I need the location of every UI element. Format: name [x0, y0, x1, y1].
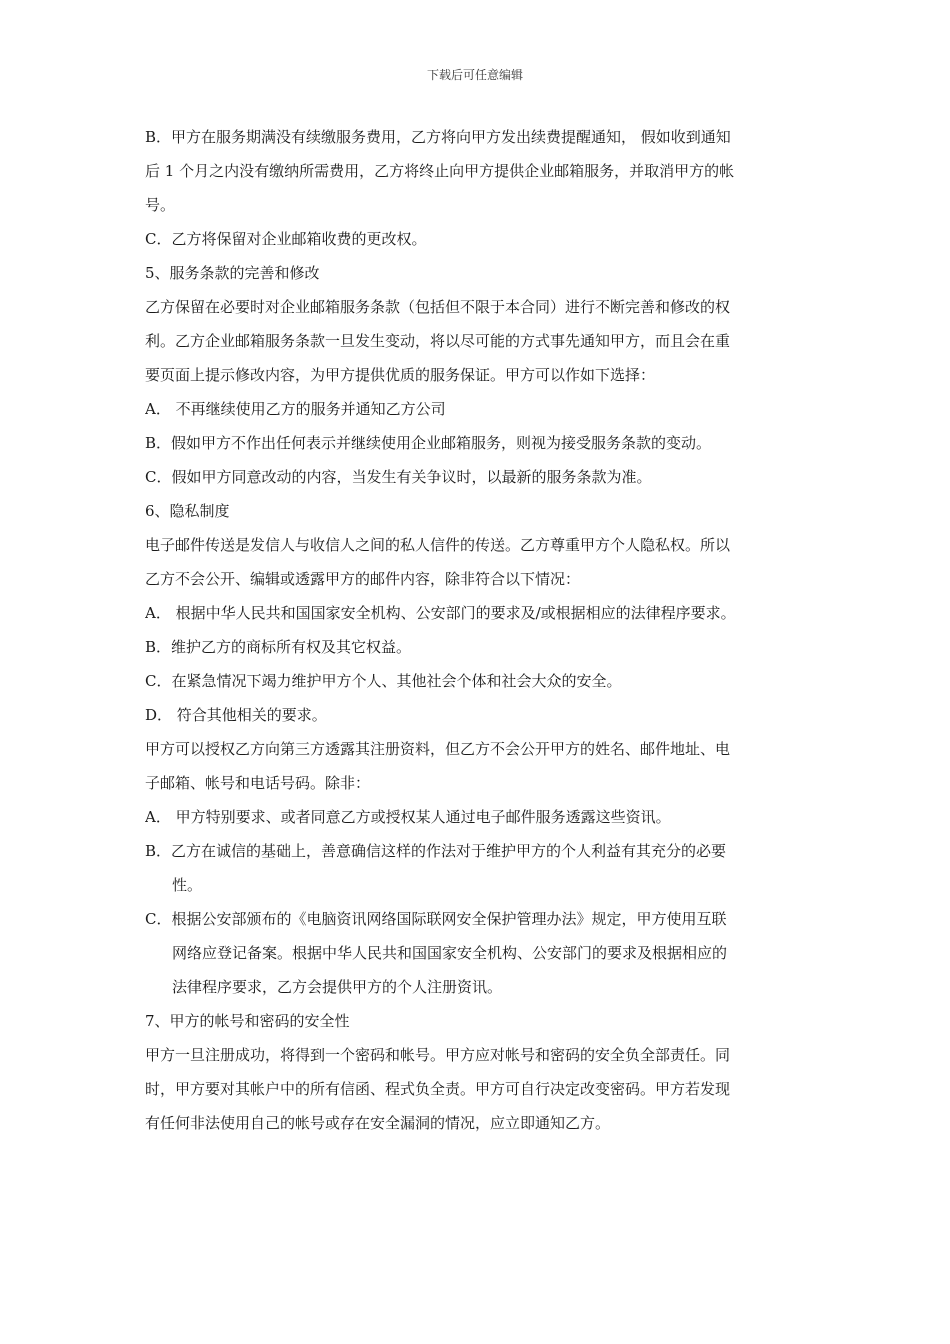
text-line: 乙方不会公开、编辑或透露甲方的邮件内容，除非符合以下情况：: [145, 570, 581, 588]
text-line: 法律程序要求，乙方会提供甲方的个人注册资讯。: [172, 978, 503, 996]
text-line: 要页面上提示修改内容，为甲方提供优质的服务保证。甲方可以作如下选择：: [145, 366, 656, 384]
text-line: 乙方保留在必要时对企业邮箱服务条款（包括但不限于本合同）进行不断完善和修改的权: [145, 298, 731, 316]
text-line: 有任何非法使用自己的帐号或存在安全漏洞的情况，应立即通知乙方。: [145, 1114, 611, 1132]
text-line: B．维护乙方的商标所有权及其它权益。: [145, 638, 412, 656]
text-line: 利。乙方企业邮箱服务条款一旦发生变动，将以尽可能的方式事先通知甲方，而且会在重: [145, 332, 731, 350]
text-line: 网络应登记备案。根据中华人民共和国国家安全机构、公安部门的要求及根据相应的: [172, 944, 728, 962]
text-line: 电子邮件传送是发信人与收信人之间的私人信件的传送。乙方尊重甲方个人隐私权。所以: [145, 536, 731, 554]
text-line: C．假如甲方同意改动的内容，当发生有关争议时，以最新的服务条款为准。: [145, 468, 652, 486]
text-line: B．乙方在诚信的基础上，善意确信这样的作法对于维护甲方的个人利益有其充分的必要: [145, 842, 727, 860]
text-line: 6、隐私制度: [145, 502, 230, 520]
text-line: 甲方可以授权乙方向第三方透露其注册资料，但乙方不会公开甲方的姓名、邮件地址、电: [145, 740, 731, 758]
text-line: 号。: [145, 196, 176, 214]
text-line: 性。: [172, 876, 203, 894]
text-line: A． 甲方特别要求、或者同意乙方或授权某人通过电子邮件服务透露这些资讯。: [145, 808, 671, 826]
text-line: A． 不再继续使用乙方的服务并通知乙方公司: [145, 400, 446, 418]
text-line: 时，甲方要对其帐户中的所有信函、程式负全责。甲方可自行决定改变密码。甲方若发现: [145, 1080, 731, 1098]
text-line: D． 符合其他相关的要求。: [145, 706, 327, 724]
text-line: C．在紧急情况下竭力维护甲方个人、其他社会个体和社会大众的安全。: [145, 672, 622, 690]
text-line: B．甲方在服务期满没有续缴服务费用，乙方将向甲方发出续费提醒通知， 假如收到通知: [145, 128, 731, 146]
text-line: 甲方一旦注册成功，将得到一个密码和帐号。甲方应对帐号和密码的安全负全部责任。同: [145, 1046, 731, 1064]
document-body: [145, 120, 807, 1140]
text-line: B．假如甲方不作出任何表示并继续使用企业邮箱服务，则视为接受服务条款的变动。: [145, 434, 712, 452]
text-line: C．乙方将保留对企业邮箱收费的更改权。: [145, 230, 427, 248]
text-line: 后 1 个月之内没有缴纳所需费用，乙方将终止向甲方提供企业邮箱服务，并取消甲方的帐: [145, 162, 735, 180]
text-line: A． 根据中华人民共和国国家安全机构、公安部门的要求及/或根据相应的法律程序要求。: [145, 604, 736, 622]
text-line: C．根据公安部颁布的《电脑资讯网络国际联网安全保护管理办法》规定，甲方使用互联: [145, 910, 727, 928]
text-line: 子邮箱、帐号和电话号码。除非：: [145, 774, 371, 792]
page-header: 下载后可任意编辑: [426, 68, 523, 82]
text-line: 7、甲方的帐号和密码的安全性: [145, 1012, 350, 1030]
text-line: 5、服务条款的完善和修改: [145, 264, 320, 282]
